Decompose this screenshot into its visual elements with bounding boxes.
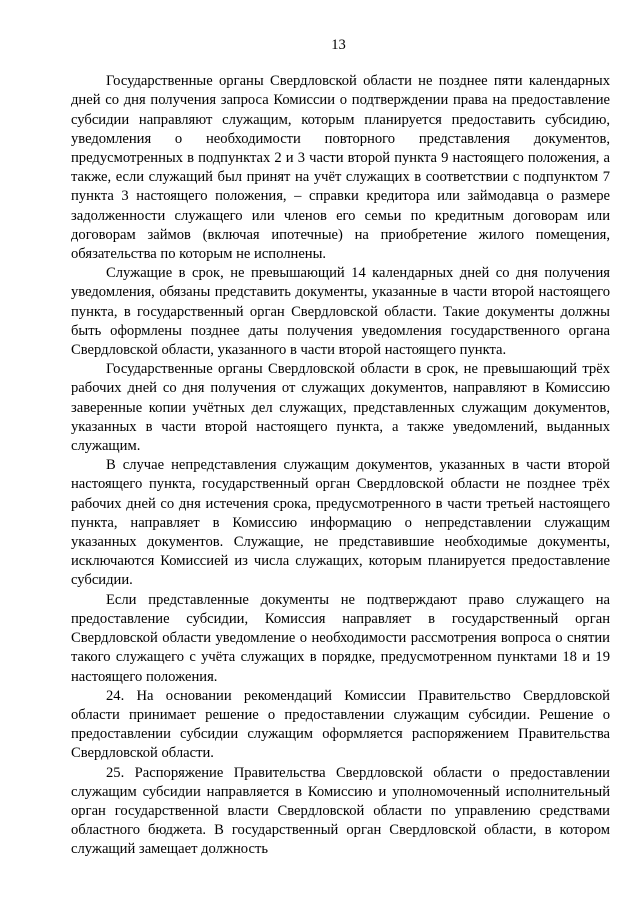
page-number: 13 <box>331 37 346 53</box>
paragraph-1: Государственные органы Свердловской области не позднее пяти календарных дней со дня получения запроса Комиссии о подтверждении права на предоставление субсидии направляют служащим, которым планируется предоставить субсидию, уведомления о необходимости повторного представления документов, предусмотренных в подпунктах 2 и 3 части второй пункта 9 настоящего положения, а также, если служащий был принят на учёт служащих в соответствии с подпунктом 7 пункта 3 настоящего положения, – справки кредитора или займодавца о размере задолженности служащего или членов его семьи по кредитным договорам или договорам займов (включая ипотечные) на приобретение жилого помещения, обязательства по которым не исполнены. <box>71 73 610 263</box>
paragraph-4: В случае непредставления служащим документов, указанных в части второй настоящего пункта, государственный орган Свердловской области не позднее трёх рабочих дней со дня истечения срока, предусмотренного в части третьей настоящего пункта, направляет в Комиссию информацию о непредставлении служащим указанных документов. Служащие, не представившие необходимые документы, исключаются Комиссией из числа служащих, которым планируется предоставление субсидии. <box>71 457 610 589</box>
paragraph-3: Государственные органы Свердловской области в срок, не превышающий трёх рабочих дней со дня получения от служащих документов, направляют в Комиссию заверенные копии учётных дел служащих, представленных служащим документов, указанных в части второй настоящего пункта, а также уведомлений, выданных служащим. <box>71 361 610 455</box>
paragraph-25: 25. Распоряжение Правительства Свердловской области о предоставлении служащим субсидии направляется в Комиссию и уполномоченный исполнительный орган государственной власти Свердловской области по управлению средствами областного бюджета. В государственный орган Свердловской области, в котором служащий замещает должность <box>71 764 610 858</box>
paragraph-5: Если представленные документы не подтверждают право служащего на предоставление субсидии, Комиссия направляет в государственный орган Свердловской области уведомление о необходимости рассмотрения вопроса о снятии такого служащего с учёта служащих в порядке, предусмотренном пунктами 18 и 19 настоящего положения. <box>71 591 610 685</box>
paragraph-2: Служащие в срок, не превышающий 14 календарных дней со дня получения уведомления, обязаны представить документы, указанные в части второй настоящего пункта, в государственный орган Свердловской области. Такие документы должны быть оформлены позднее даты получения уведомления государственного органа Свердловской области, указанного в части второй настоящего пункта. <box>71 265 610 359</box>
paragraph-24: 24. На основании рекомендаций Комиссии Правительство Свердловской области принимает решение о предоставлении служащим субсидии. Решение о предоставлении субсидии служащим оформляется распоряжением Правительства Свердловской области. <box>71 687 610 762</box>
